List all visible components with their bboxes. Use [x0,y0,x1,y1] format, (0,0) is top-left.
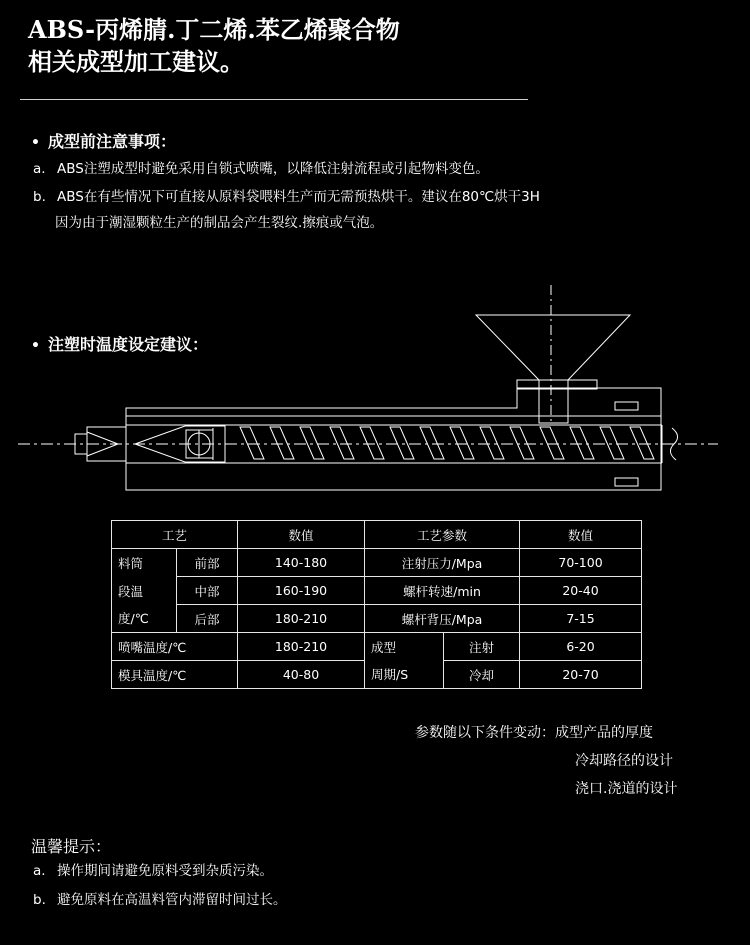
zone-value: 160-190 [238,577,365,605]
table-header-row [112,521,642,549]
param-value: 20-40 [520,577,642,605]
table-row [112,605,642,633]
heater-band-top [615,402,638,410]
pre-molding-heading-text: 成型前注意事项： [47,132,176,151]
cycle-group-label: 周期/S [365,661,444,689]
header-param-value: 数值 [520,521,642,549]
pre-molding-heading [31,129,176,152]
item-label: b. [33,892,46,908]
injection-screw-barrel-diagram [0,280,750,500]
tips-heading: 温馨提示： [31,837,112,856]
table-row [112,577,642,605]
header-process-params: 工艺参数 [365,521,520,549]
zone-value: 180-210 [238,605,365,633]
item-label: b. [33,189,46,205]
conditions-prefix: 参数随以下条件变动： [415,725,555,741]
temperature-heading-text: 注塑时温度设定建议： [47,335,208,354]
item-label: a. [33,863,46,879]
page-title [28,14,548,78]
cycle-phase-label: 冷却 [444,661,520,689]
item-text: 操作期间请避免原料受到杂质污染。 [57,863,273,879]
nozzle-temp-label: 喷嘴温度/℃ [112,633,238,661]
table-row [112,633,642,661]
barrel-group-label: 段温 [112,577,177,605]
barrel-group-label: 料筒 [112,549,177,577]
title-divider [20,99,528,100]
title-line-2: 相关成型加工建议。 [28,47,244,76]
zone-label: 中部 [177,577,238,605]
item-text: ABS注塑成型时避免采用自锁式喷嘴，以降低注射流程或引起物料变色。 [57,161,489,177]
condition-item: 浇口.浇道的设计 [575,781,678,797]
condition-item: 成型产品的厚度 [555,725,653,741]
tip-item-b [33,891,287,909]
header-process: 工艺 [112,521,238,549]
mold-temp-label: 模具温度/℃ [112,661,238,689]
screw-flights [240,427,654,459]
nozzle-temp-value: 180-210 [238,633,365,661]
table-row [112,549,642,577]
table-row [112,661,642,689]
cycle-group-label: 成型 [365,633,444,661]
pre-molding-item-b [33,188,540,206]
hopper-shape [476,315,630,380]
zone-value: 140-180 [238,549,365,577]
barrel-group-label: 度/℃ [112,605,177,633]
cycle-phase-label: 注射 [444,633,520,661]
param-value: 7-15 [520,605,642,633]
item-label: a. [33,161,46,177]
pre-molding-item-b-continued: 因为由于潮湿颗粒生产的制品会产生裂纹.擦痕或气泡。 [55,215,384,231]
param-label: 螺杆背压/Mpa [365,605,520,633]
cycle-phase-value: 6-20 [520,633,642,661]
item-text: ABS在有些情况下可直接从原料袋喂料生产而无需预热烘干。建议在80℃烘干3H [57,189,540,205]
condition-item: 冷却路径的设计 [575,753,673,769]
barrel-housing [126,388,661,490]
hopper-neck [539,380,568,423]
conditions-line-1 [415,722,653,742]
heater-band-bottom [615,478,638,486]
mold-temp-value: 40-80 [238,661,365,689]
param-label: 螺杆转速/min [365,577,520,605]
tip-item-a [33,862,273,880]
title-line-1: ABS-丙烯腈.丁二烯.苯乙烯聚合物 [28,15,400,44]
zone-label: 后部 [177,605,238,633]
zone-label: 前部 [177,549,238,577]
item-text: 避免原料在高温料管内滞留时间过长。 [57,892,287,908]
header-value: 数值 [238,521,365,549]
param-label: 注射压力/Mpa [365,549,520,577]
cycle-phase-value: 20-70 [520,661,642,689]
param-value: 70-100 [520,549,642,577]
pre-molding-item-a [33,160,489,178]
bullet-icon: • [31,338,40,354]
bullet-icon: • [31,135,40,151]
process-parameter-table [111,520,642,689]
